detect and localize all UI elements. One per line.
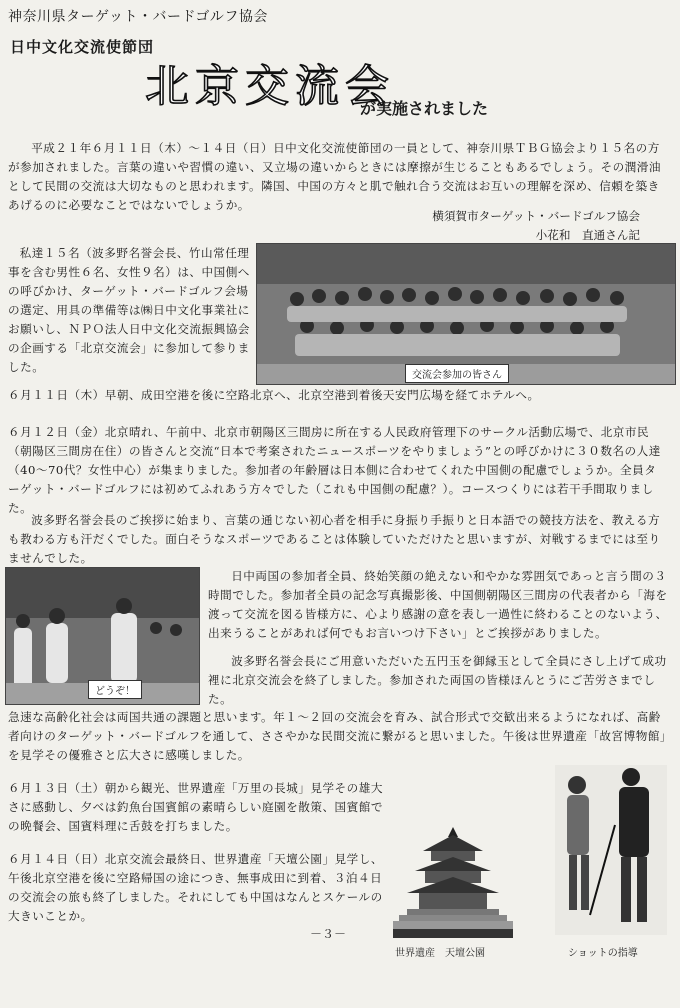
hatano-paragraph: 波多野名誉会長のご挨拶に始まり、言葉の通じない初心者を相手に身振り手振りと日本語での競技方法を、教える方も教わる方も汗だくでした。面白そうなスポーツであることは体験していただけたと思いますが、対戦するまでには至りませんでした。	[8, 513, 661, 565]
instruction-photo	[5, 567, 200, 705]
temple-of-heaven-photo	[393, 823, 513, 938]
temple-caption: 世界遺産 天壇公園	[395, 948, 485, 959]
shot-caption: ショットの指導	[568, 948, 638, 959]
byline-author: 小花和 直通さん記	[535, 228, 640, 242]
group-photo-illustration	[257, 244, 675, 384]
delegation-label: 日中文化交流使節団	[10, 38, 155, 56]
article-title-suffix: が実施されました	[360, 99, 489, 118]
byline	[432, 207, 640, 245]
article-title: 北京交流会	[145, 61, 395, 112]
byline-org: 横須賀市ターゲット・バードゴルフ協会	[432, 209, 640, 223]
group-photo	[256, 243, 676, 385]
june13-paragraph: ６月１３日（土）朝から観光、世界遺産「万里の長城」見学その雄大さに感動し、夕べは釣魚台国賓館の素晴らしい庭園を散策、国賓館での晩餐会、国賓料理に舌鼓を打ちました。	[8, 781, 383, 833]
group-photo-caption: 交流会参加の皆さん	[405, 364, 509, 383]
instruction-photo-caption: どうぞ！	[88, 680, 142, 699]
members-paragraph: 私達１５名（波多野名誉会長、竹山常任理事を含む男性６名、女性９名）は、中国側への呼びかけ、ターゲット・バードゴルフ会場の選定、用具の準備等は㈱日中文化事業社にお願いし、ＮＰＯ法人日中文化交流振興協会の企画する「北京交流会」に参加して参りました。	[8, 246, 250, 374]
june12-paragraph: ６月１２日（金）北京晴れ、午前中、北京市朝陽区三間房に所在する人民政府管理下のサークル活動広場で、北京市民（朝陽区三間房在住）の皆さんと交流“日本で考案されたニュースポーツをやりましょう”との呼びかけに３０数名の人達（40～70代？女性中心）が集まりました。参加者の年齢層は日本側に合わせてくれた中国側の配慮でしょうか。全員ターゲット・バードゴルフには初めてふれあう方々でした（これも中国側の配慮？）。コースつくりには若干手間取りました。	[8, 425, 661, 515]
closing-paragraph: 波多野名誉会長にご用意いただいた五円玉を御縁玉として全員にさし上げて成功裡に北京交流会を終了しました。参加された両国の皆様ほんとうにご苦労さまでした。	[208, 654, 667, 706]
ceremony-paragraph: 日中両国の参加者全員、終始笑顔の絶えない和やかな雰囲気であっと言う間の３時間でした。参加者全員の記念写真撮影後、中国側朝陽区三間房の代表者から「海を渡って交流を図る皆様方に、心より感謝の意を表し一過性に終わることのないよう、出来うることがあれば何でもお言いつけ下さい」とご挨拶がありました。	[208, 569, 668, 640]
shot-instruction-illustration	[555, 765, 667, 935]
june11-paragraph: ６月１１日（木）早朝、成田空港を後に空路北京へ、北京空港到着後天安門広場を経てホテルへ。	[8, 388, 540, 402]
temple-illustration	[393, 823, 513, 938]
org-header: 神奈川県ターゲット・バードゴルフ協会	[8, 9, 268, 25]
intro-paragraph: 平成２１年６月１１日（木）～１４日（日）日中文化交流使節団の一員として、神奈川県ＴＢＧ協会より１５名の方が参加されました。言葉の違いや習慣の違い、又立場の違いからときには摩擦が生じることもあるでしょう。その潤滑油として民間の交流は大切なものと思われます。隣国、中国の方々と肌で触れ合う交流はお互いの理解を深め、信頼を築きあげるのに必要なことではないでしょうか。	[8, 141, 661, 212]
page-number: －３－	[310, 927, 347, 941]
aging-society-paragraph: 急速な高齢化社会は両国共通の課題と思います。年１～２回の交流会を育み、試合形式で交歓出来るようになれば、高齢者向けのターゲット・バードゴルフを通して、ささやかな民間交流に繋がると思いました。午後は世界遺産「故宮博物館」を見学その優雅さと広大さに感嘆しました。	[8, 710, 667, 762]
june14-paragraph: ６月１４日（日）北京交流会最終日、世界遺産「天壇公園」見学し、午後北京空港を後に空路帰国の途につき、無事成田に到着、３泊４日の交流会の旅も終了しました。それにしても中国はなんとスケールの大きいことか。	[8, 852, 383, 923]
shot-instruction-photo	[555, 765, 667, 935]
